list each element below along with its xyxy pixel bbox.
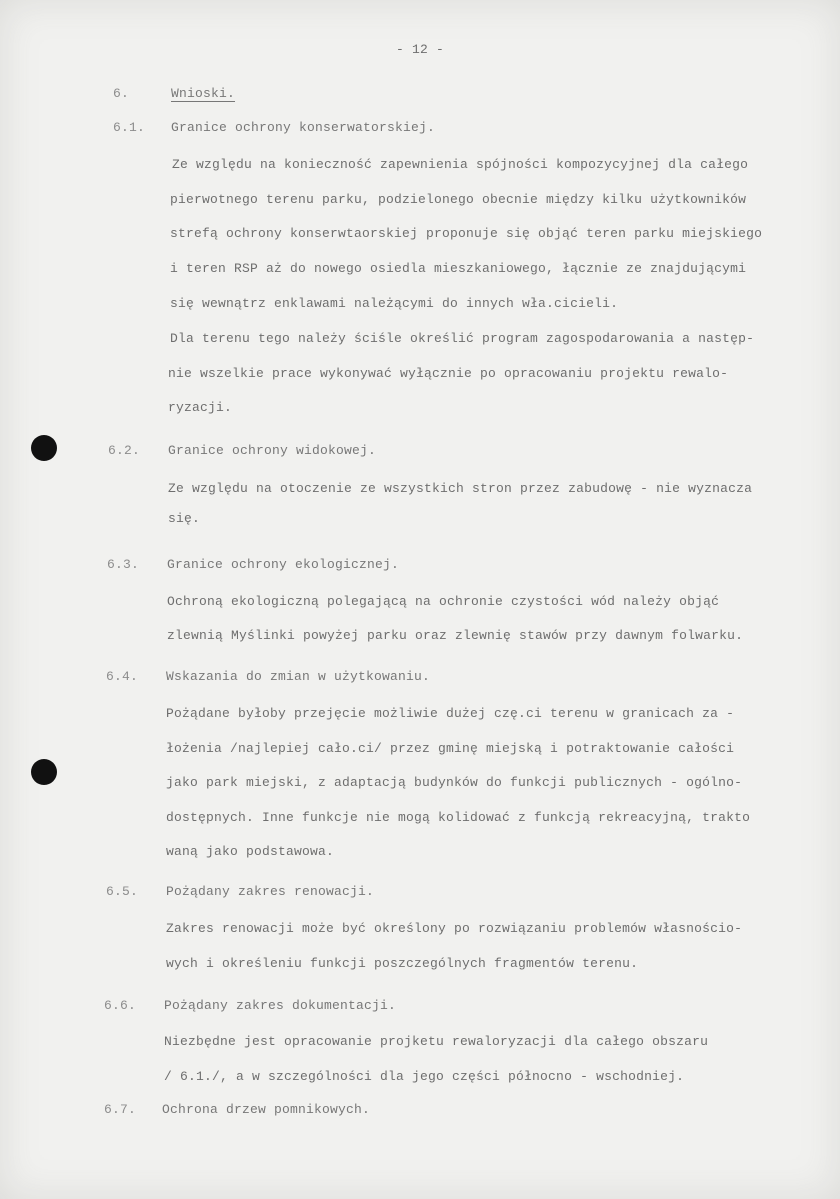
subsection-number: 6.6.: [104, 998, 137, 1013]
subsection-number: 6.1.: [113, 120, 146, 135]
body-line: Dla terenu tego należy ściśle określić program zagospodarowania a następ-: [170, 331, 755, 346]
subsection-title: Ochrona drzew pomnikowych.: [162, 1102, 371, 1117]
body-line: Ochroną ekologiczną polegającą na ochronie czystości wód należy objąć: [167, 594, 720, 609]
body-line: łożenia /najlepiej cało.ci/ przez gminę miejską i potraktowanie całości: [166, 741, 735, 756]
subsection-title: Pożądany zakres renowacji.: [166, 884, 375, 899]
body-line: nie wszelkie prace wykonywać wyłącznie po opracowaniu projektu rewalo-: [168, 366, 729, 381]
subsection-number: 6.2.: [108, 443, 141, 458]
body-line: Zakres renowacji może być określony po rozwiązaniu problemów własnościo-: [166, 921, 743, 936]
body-line: Ze względu na konieczność zapewnienia spójności kompozycyjnej dla całego: [172, 157, 749, 172]
body-line: Ze względu na otoczenie ze wszystkich stron przez zabudowę - nie wyznacza: [168, 481, 753, 496]
body-line: zlewnią Myślinki powyżej parku oraz zlewnię stawów przy dawnym folwarku.: [167, 628, 744, 643]
section-number: 6.: [113, 86, 130, 101]
body-line: ryzacji.: [168, 400, 233, 415]
punch-hole-bottom: [31, 759, 57, 785]
body-line: wych i określeniu funkcji poszczególnych fragmentów terenu.: [166, 956, 639, 971]
body-line: się.: [168, 511, 201, 526]
subsection-number: 6.7.: [104, 1102, 137, 1117]
page-number: - 12 -: [396, 42, 445, 57]
body-line: się wewnątrz enklawami należącymi do innych wła.cicieli.: [170, 296, 619, 311]
body-line: / 6.1./, a w szczególności dla jego części północno - wschodniej.: [164, 1069, 685, 1084]
body-line: pierwotnego terenu parku, podzielonego obecnie między kilku użytkowników: [170, 192, 747, 207]
body-line: strefą ochrony konserwtaorskiej proponuje się objąć teren parku miejskiego: [170, 226, 763, 241]
body-line: Pożądane byłoby przejęcie możliwie dużej czę.ci terenu w granicach za -: [166, 706, 735, 721]
body-line: dostępnych. Inne funkcje nie mogą kolidować z funkcją rekreacyjną, trakto: [166, 810, 751, 825]
subsection-number: 6.5.: [106, 884, 139, 899]
subsection-title: Granice ochrony widokowej.: [168, 443, 377, 458]
subsection-number: 6.4.: [106, 669, 139, 684]
section-title: Wnioski.: [171, 86, 236, 101]
subsection-title: Wskazania do zmian w użytkowaniu.: [166, 669, 431, 684]
subsection-number: 6.3.: [107, 557, 140, 572]
subsection-title: Pożądany zakres dokumentacji.: [164, 998, 397, 1013]
punch-hole-top: [31, 435, 57, 461]
body-line: waną jako podstawowa.: [166, 844, 335, 859]
body-line: i teren RSP aż do nowego osiedla mieszkaniowego, łącznie ze znajdującymi: [170, 261, 747, 276]
subsection-title: Granice ochrony ekologicznej.: [167, 557, 400, 572]
subsection-title: Granice ochrony konserwatorskiej.: [171, 120, 436, 135]
body-line: jako park miejski, z adaptacją budynków do funkcji publicznych - ogólno-: [166, 775, 743, 790]
body-line: Niezbędne jest opracowanie projketu rewaloryzacji dla całego obszaru: [164, 1034, 709, 1049]
